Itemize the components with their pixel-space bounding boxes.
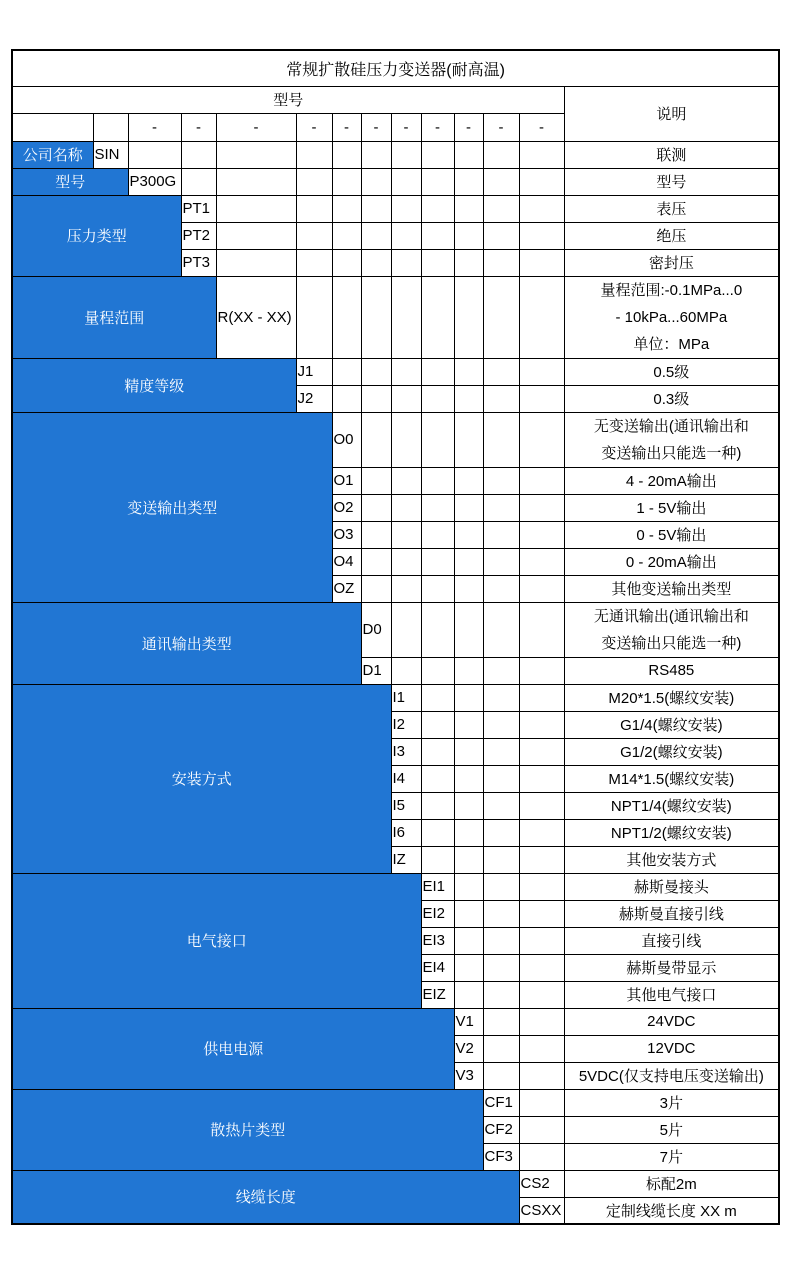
empty-cell — [421, 711, 454, 738]
empty-cell — [421, 358, 454, 385]
empty-cell — [332, 385, 361, 412]
empty-cell — [519, 900, 564, 927]
option-code: V3 — [454, 1062, 483, 1089]
option-description: 直接引线 — [564, 927, 779, 954]
model-segment-dash-cell: - — [454, 113, 483, 141]
option-code: O2 — [332, 494, 361, 521]
option-row — [12, 141, 779, 168]
empty-cell — [454, 168, 483, 195]
option-code: V1 — [454, 1008, 483, 1035]
option-description: 其他变送输出类型 — [564, 575, 779, 602]
empty-cell — [519, 249, 564, 276]
option-code: IZ — [391, 846, 421, 873]
empty-cell — [181, 141, 216, 168]
empty-cell — [454, 358, 483, 385]
option-description: 4 - 20mA输出 — [564, 467, 779, 494]
empty-cell — [454, 738, 483, 765]
empty-cell — [421, 792, 454, 819]
category-label: 通讯输出类型 — [12, 602, 361, 684]
empty-cell — [519, 494, 564, 521]
empty-cell — [519, 792, 564, 819]
option-row — [12, 1008, 779, 1035]
empty-cell — [332, 222, 361, 249]
empty-cell — [483, 385, 519, 412]
option-description-line: 单位：MPa — [633, 335, 710, 353]
option-row — [12, 195, 779, 222]
empty-cell — [361, 494, 391, 521]
option-description: 3片 — [564, 1089, 779, 1116]
category-label: 量程范围 — [12, 276, 216, 358]
empty-cell — [361, 249, 391, 276]
option-code: I2 — [391, 711, 421, 738]
option-description: 5VDC(仅支持电压变送输出) — [564, 1062, 779, 1089]
empty-cell — [519, 711, 564, 738]
empty-cell — [454, 684, 483, 711]
empty-cell — [519, 548, 564, 575]
empty-cell — [483, 1008, 519, 1035]
empty-cell — [454, 467, 483, 494]
empty-cell — [421, 249, 454, 276]
empty-cell — [519, 765, 564, 792]
empty-cell — [519, 222, 564, 249]
empty-cell — [483, 249, 519, 276]
option-row — [12, 684, 779, 711]
option-row — [12, 276, 779, 358]
option-code: O3 — [332, 521, 361, 548]
category-label: 压力类型 — [12, 195, 181, 276]
option-code: EI3 — [421, 927, 454, 954]
empty-cell — [483, 738, 519, 765]
empty-cell — [391, 521, 421, 548]
option-code: I5 — [391, 792, 421, 819]
empty-cell — [519, 1008, 564, 1035]
product-model-selection-table — [11, 49, 780, 1225]
empty-cell — [454, 954, 483, 981]
model-segment-dash-cell: - — [519, 113, 564, 141]
option-row — [12, 1089, 779, 1116]
empty-cell — [421, 222, 454, 249]
category-label: 供电电源 — [12, 1008, 454, 1089]
category-label: 散热片类型 — [12, 1089, 483, 1170]
empty-cell — [361, 467, 391, 494]
empty-cell — [483, 412, 519, 467]
empty-cell — [361, 195, 391, 222]
option-description — [564, 602, 779, 657]
option-code: I6 — [391, 819, 421, 846]
option-code: R(XX - XX) — [216, 276, 296, 358]
empty-cell — [454, 657, 483, 684]
category-label: 精度等级 — [12, 358, 296, 412]
option-code: P300G — [128, 168, 181, 195]
empty-cell — [391, 575, 421, 602]
empty-cell — [519, 168, 564, 195]
option-code: PT2 — [181, 222, 216, 249]
option-description-line: 变送输出只能选一种) — [601, 634, 742, 652]
empty-cell — [454, 548, 483, 575]
empty-cell — [483, 1062, 519, 1089]
option-code: O0 — [332, 412, 361, 467]
category-label: 线缆长度 — [12, 1170, 519, 1224]
model-segment-dash-cell: - — [216, 113, 296, 141]
option-description: 1 - 5V输出 — [564, 494, 779, 521]
empty-cell — [421, 412, 454, 467]
option-code: OZ — [332, 575, 361, 602]
empty-cell — [216, 222, 296, 249]
empty-cell — [519, 954, 564, 981]
option-code: PT3 — [181, 249, 216, 276]
option-description: M14*1.5(螺纹安装) — [564, 765, 779, 792]
description-header: 说明 — [564, 86, 779, 141]
option-description: 5片 — [564, 1116, 779, 1143]
empty-cell — [391, 141, 421, 168]
empty-cell — [483, 684, 519, 711]
empty-cell — [361, 276, 391, 358]
option-description: RS485 — [564, 657, 779, 684]
option-description: NPT1/4(螺纹安装) — [564, 792, 779, 819]
table-title-row — [12, 50, 779, 86]
empty-cell — [332, 276, 361, 358]
empty-cell — [391, 222, 421, 249]
model-segment-dash-cell: - — [391, 113, 421, 141]
empty-cell — [361, 385, 391, 412]
empty-cell — [296, 168, 332, 195]
empty-cell — [454, 222, 483, 249]
option-row — [12, 602, 779, 657]
empty-cell — [391, 358, 421, 385]
option-description: 联测 — [564, 141, 779, 168]
empty-cell — [519, 385, 564, 412]
empty-cell — [483, 981, 519, 1008]
empty-cell — [454, 521, 483, 548]
model-segment-dash-cell: - — [421, 113, 454, 141]
option-description: M20*1.5(螺纹安装) — [564, 684, 779, 711]
option-description-line: 量程范围:-0.1MPa...0 — [600, 281, 743, 299]
empty-cell — [454, 765, 483, 792]
empty-cell — [332, 141, 361, 168]
option-description: 绝压 — [564, 222, 779, 249]
empty-cell — [483, 657, 519, 684]
empty-cell — [361, 222, 391, 249]
empty-cell — [519, 819, 564, 846]
empty-cell — [421, 846, 454, 873]
empty-cell — [421, 521, 454, 548]
option-row — [12, 412, 779, 467]
empty-cell — [296, 141, 332, 168]
option-description: 其他安装方式 — [564, 846, 779, 873]
empty-cell — [361, 358, 391, 385]
empty-cell — [391, 276, 421, 358]
option-code: I4 — [391, 765, 421, 792]
option-description: 7片 — [564, 1143, 779, 1170]
empty-cell — [519, 927, 564, 954]
empty-cell — [421, 575, 454, 602]
empty-cell — [391, 494, 421, 521]
empty-cell — [391, 467, 421, 494]
empty-cell — [332, 168, 361, 195]
empty-cell — [332, 249, 361, 276]
empty-cell — [519, 873, 564, 900]
empty-cell — [483, 1035, 519, 1062]
empty-cell — [421, 657, 454, 684]
empty-cell — [216, 195, 296, 222]
empty-cell — [361, 575, 391, 602]
option-description: G1/4(螺纹安装) — [564, 711, 779, 738]
option-description-line: - 10kPa...60MPa — [615, 308, 728, 326]
empty-cell — [421, 765, 454, 792]
empty-cell — [483, 765, 519, 792]
model-segment-dash-cell: - — [296, 113, 332, 141]
empty-cell — [483, 602, 519, 657]
option-description: 标配2m — [564, 1170, 779, 1197]
option-code: J2 — [296, 385, 332, 412]
empty-cell — [454, 900, 483, 927]
model-segment-empty-cell — [12, 113, 93, 141]
option-rows — [12, 141, 779, 1224]
empty-cell — [483, 168, 519, 195]
empty-cell — [454, 927, 483, 954]
empty-cell — [483, 873, 519, 900]
option-description-line: 无变送输出(通讯输出和 — [593, 417, 749, 435]
empty-cell — [454, 602, 483, 657]
option-code: CF1 — [483, 1089, 519, 1116]
option-row — [12, 168, 779, 195]
empty-cell — [519, 738, 564, 765]
empty-cell — [421, 494, 454, 521]
option-description — [564, 412, 779, 467]
option-code: V2 — [454, 1035, 483, 1062]
empty-cell — [454, 846, 483, 873]
empty-cell — [454, 981, 483, 1008]
option-code: D0 — [361, 602, 391, 657]
empty-cell — [391, 412, 421, 467]
empty-cell — [296, 195, 332, 222]
empty-cell — [519, 981, 564, 1008]
empty-cell — [296, 276, 332, 358]
option-code: EI1 — [421, 873, 454, 900]
empty-cell — [519, 276, 564, 358]
empty-cell — [454, 412, 483, 467]
empty-cell — [361, 141, 391, 168]
empty-cell — [391, 168, 421, 195]
empty-cell — [391, 195, 421, 222]
empty-cell — [483, 575, 519, 602]
empty-cell — [332, 195, 361, 222]
option-code: CF3 — [483, 1143, 519, 1170]
empty-cell — [519, 846, 564, 873]
option-code: EI2 — [421, 900, 454, 927]
empty-cell — [519, 358, 564, 385]
empty-cell — [519, 195, 564, 222]
empty-cell — [421, 276, 454, 358]
option-code: D1 — [361, 657, 391, 684]
empty-cell — [483, 222, 519, 249]
empty-cell — [181, 168, 216, 195]
option-code: EI4 — [421, 954, 454, 981]
empty-cell — [483, 819, 519, 846]
empty-cell — [483, 141, 519, 168]
option-code: I1 — [391, 684, 421, 711]
empty-cell — [391, 548, 421, 575]
option-code: J1 — [296, 358, 332, 385]
model-segment-dash-cell: - — [128, 113, 181, 141]
empty-cell — [519, 521, 564, 548]
option-description: 赫斯曼接头 — [564, 873, 779, 900]
model-segment-dash-cell: - — [483, 113, 519, 141]
option-code: I3 — [391, 738, 421, 765]
option-description: 密封压 — [564, 249, 779, 276]
empty-cell — [421, 548, 454, 575]
empty-cell — [483, 548, 519, 575]
empty-cell — [421, 168, 454, 195]
option-code: O1 — [332, 467, 361, 494]
empty-cell — [216, 249, 296, 276]
option-code: O4 — [332, 548, 361, 575]
option-code: CS2 — [519, 1170, 564, 1197]
option-description — [564, 276, 779, 358]
empty-cell — [361, 168, 391, 195]
empty-cell — [519, 1116, 564, 1143]
empty-cell — [361, 521, 391, 548]
empty-cell — [519, 684, 564, 711]
empty-cell — [483, 846, 519, 873]
empty-cell — [216, 141, 296, 168]
empty-cell — [519, 1143, 564, 1170]
empty-cell — [519, 1035, 564, 1062]
option-description: 0 - 5V输出 — [564, 521, 779, 548]
empty-cell — [454, 141, 483, 168]
empty-cell — [421, 602, 454, 657]
empty-cell — [519, 141, 564, 168]
option-description-line: 变送输出只能选一种) — [601, 444, 742, 462]
model-segment-dash-cell: - — [181, 113, 216, 141]
option-description: 0.3级 — [564, 385, 779, 412]
model-segment-empty-cell — [93, 113, 128, 141]
empty-cell — [483, 494, 519, 521]
option-description: 12VDC — [564, 1035, 779, 1062]
option-code: PT1 — [181, 195, 216, 222]
empty-cell — [483, 467, 519, 494]
category-label: 公司名称 — [12, 141, 93, 168]
empty-cell — [421, 819, 454, 846]
option-description: 赫斯曼直接引线 — [564, 900, 779, 927]
empty-cell — [128, 141, 181, 168]
model-number-header: 型号 — [12, 86, 564, 113]
empty-cell — [216, 168, 296, 195]
empty-cell — [332, 358, 361, 385]
empty-cell — [454, 195, 483, 222]
empty-cell — [483, 792, 519, 819]
empty-cell — [519, 1062, 564, 1089]
option-description: 赫斯曼带显示 — [564, 954, 779, 981]
empty-cell — [483, 927, 519, 954]
empty-cell — [454, 792, 483, 819]
empty-cell — [421, 467, 454, 494]
empty-cell — [454, 385, 483, 412]
empty-cell — [361, 548, 391, 575]
empty-cell — [391, 249, 421, 276]
empty-cell — [454, 249, 483, 276]
empty-cell — [454, 575, 483, 602]
empty-cell — [421, 684, 454, 711]
empty-cell — [296, 249, 332, 276]
empty-cell — [296, 222, 332, 249]
option-description: G1/2(螺纹安装) — [564, 738, 779, 765]
empty-cell — [421, 195, 454, 222]
empty-cell — [391, 385, 421, 412]
empty-cell — [483, 711, 519, 738]
option-description: 其他电气接口 — [564, 981, 779, 1008]
option-description: 表压 — [564, 195, 779, 222]
option-row — [12, 358, 779, 385]
empty-cell — [519, 467, 564, 494]
option-description: 24VDC — [564, 1008, 779, 1035]
empty-cell — [454, 873, 483, 900]
empty-cell — [519, 575, 564, 602]
option-description: 0 - 20mA输出 — [564, 548, 779, 575]
empty-cell — [519, 412, 564, 467]
model-segment-dash-cell: - — [361, 113, 391, 141]
empty-cell — [519, 657, 564, 684]
empty-cell — [483, 195, 519, 222]
option-description: 0.5级 — [564, 358, 779, 385]
empty-cell — [483, 276, 519, 358]
empty-cell — [361, 412, 391, 467]
option-description-line: 无通讯输出(通讯输出和 — [593, 607, 749, 625]
option-code: CSXX — [519, 1197, 564, 1224]
option-description: 定制线缆长度 XX m — [564, 1197, 779, 1224]
empty-cell — [519, 1089, 564, 1116]
option-code: CF2 — [483, 1116, 519, 1143]
empty-cell — [519, 602, 564, 657]
model-segment-dash-cell: - — [332, 113, 361, 141]
model-header-row — [12, 86, 779, 113]
empty-cell — [454, 819, 483, 846]
option-description: 型号 — [564, 168, 779, 195]
option-code: EIZ — [421, 981, 454, 1008]
option-row — [12, 873, 779, 900]
empty-cell — [421, 738, 454, 765]
option-row — [12, 1170, 779, 1197]
empty-cell — [454, 711, 483, 738]
empty-cell — [454, 276, 483, 358]
empty-cell — [391, 602, 421, 657]
category-label: 型号 — [12, 168, 128, 195]
empty-cell — [391, 657, 421, 684]
category-label: 安装方式 — [12, 684, 391, 873]
option-description: NPT1/2(螺纹安装) — [564, 819, 779, 846]
empty-cell — [483, 358, 519, 385]
empty-cell — [483, 954, 519, 981]
option-code: SIN — [93, 141, 128, 168]
empty-cell — [454, 494, 483, 521]
empty-cell — [483, 900, 519, 927]
empty-cell — [483, 521, 519, 548]
empty-cell — [421, 385, 454, 412]
category-label: 变送输出类型 — [12, 412, 332, 602]
page-title: 常规扩散硅压力变送器(耐高温) — [12, 50, 779, 86]
empty-cell — [421, 141, 454, 168]
category-label: 电气接口 — [12, 873, 421, 1008]
